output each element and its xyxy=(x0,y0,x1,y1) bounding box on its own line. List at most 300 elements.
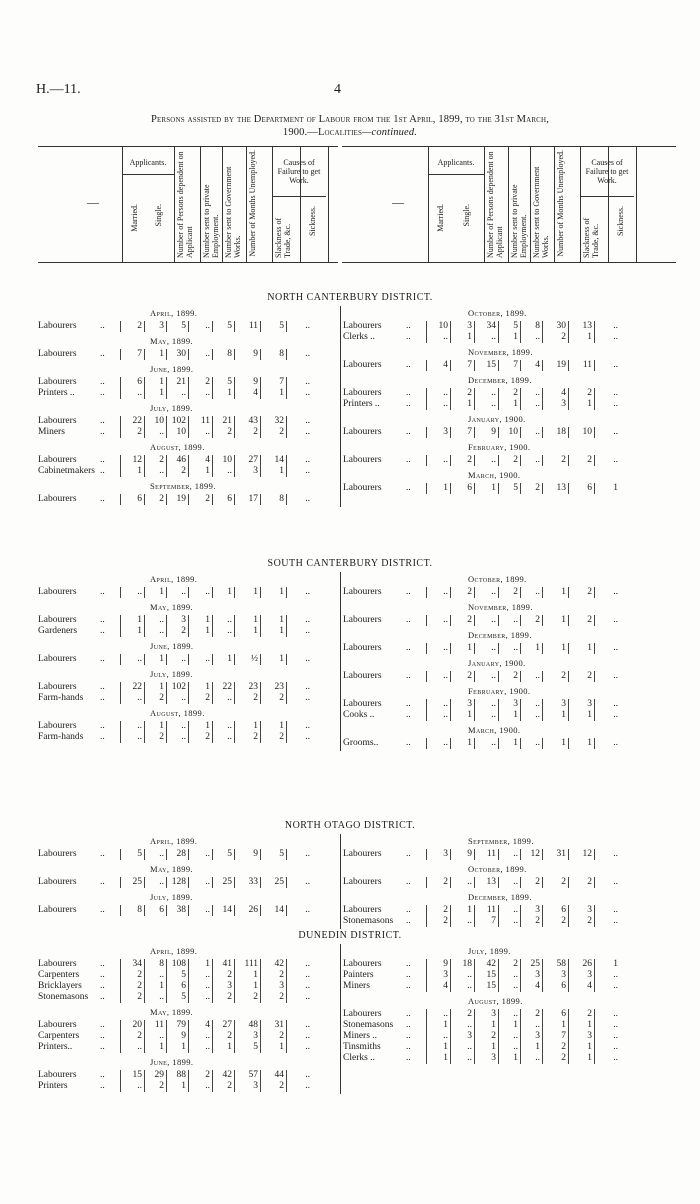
cell-separator xyxy=(144,992,145,1003)
value-cell: 23 xyxy=(274,682,284,692)
cell-separator xyxy=(166,1031,167,1042)
value-cell: 1 xyxy=(279,466,284,476)
value-cell: 1 xyxy=(181,1081,186,1091)
value-cell: .. xyxy=(513,905,518,915)
value-cell: .. xyxy=(305,626,310,636)
month-heading: August, 1899. xyxy=(468,996,523,1006)
months-header: Number of Months Unemployed. xyxy=(248,150,257,257)
value-cell: .. xyxy=(205,992,210,1002)
cell-separator xyxy=(542,643,543,654)
value-cell: .. xyxy=(535,388,540,398)
value-cell: 3 xyxy=(561,970,566,980)
value-cell: 15 xyxy=(132,1070,142,1080)
value-cell: 30 xyxy=(176,349,186,359)
table-row xyxy=(343,332,643,343)
value-cell: 2 xyxy=(587,671,592,681)
header-divider xyxy=(484,146,485,262)
value-cell: 1 xyxy=(205,615,210,625)
cell-separator xyxy=(234,377,235,388)
value-cell: 1 xyxy=(587,710,592,720)
leader-dots: .. xyxy=(406,905,411,915)
value-cell: 33 xyxy=(248,877,258,887)
cell-separator xyxy=(474,321,475,332)
cell-separator xyxy=(594,360,595,371)
cell-separator xyxy=(188,1081,189,1092)
occupation-label: Stonemasons xyxy=(38,992,89,1002)
leader-dots: .. xyxy=(406,877,411,887)
cell-separator xyxy=(450,959,451,970)
value-cell: 13 xyxy=(582,321,592,331)
cell-separator xyxy=(286,626,287,637)
cell-separator xyxy=(144,959,145,970)
header-divider xyxy=(554,146,555,262)
row-separator xyxy=(120,1042,121,1053)
causes-rule xyxy=(580,196,634,197)
cell-separator xyxy=(594,427,595,438)
occupation-label: Clerks .. xyxy=(343,1053,375,1063)
cell-separator xyxy=(542,388,543,399)
value-cell: 42 xyxy=(486,959,496,969)
value-cell: 1 xyxy=(253,970,258,980)
value-cell: 4 xyxy=(205,455,210,465)
value-cell: 2 xyxy=(535,615,540,625)
cell-separator xyxy=(594,738,595,749)
value-cell: 3 xyxy=(587,905,592,915)
cell-separator xyxy=(450,1053,451,1064)
value-cell: .. xyxy=(205,970,210,980)
value-cell: 2 xyxy=(137,970,142,980)
value-cell: .. xyxy=(443,587,448,597)
table-row xyxy=(343,1031,643,1042)
table-row xyxy=(38,615,338,626)
value-cell: 27 xyxy=(222,1020,232,1030)
value-cell: 1 xyxy=(205,626,210,636)
value-cell: 1 xyxy=(491,1042,496,1052)
cell-separator xyxy=(212,466,213,477)
cell-separator xyxy=(498,455,499,466)
month-heading: August, 1899. xyxy=(150,442,205,452)
title-line-1: Persons assisted by the Department of Labour from the 1st April, 1899, to the 31st March, xyxy=(151,114,549,125)
cell-separator xyxy=(450,332,451,343)
occupation-label: Labourers xyxy=(343,427,382,437)
cell-separator xyxy=(144,981,145,992)
leader-dots: .. xyxy=(100,416,105,426)
cell-separator xyxy=(498,671,499,682)
cell-separator xyxy=(166,1042,167,1053)
cell-separator xyxy=(542,427,543,438)
cell-separator xyxy=(594,710,595,721)
cell-separator xyxy=(188,693,189,704)
value-cell: 1 xyxy=(443,483,448,493)
value-cell: .. xyxy=(205,1031,210,1041)
cell-separator xyxy=(260,349,261,360)
value-cell: 2 xyxy=(279,693,284,703)
value-cell: 2 xyxy=(467,388,472,398)
occupation-label: Miners xyxy=(343,981,370,991)
leader-dots: .. xyxy=(406,483,411,493)
cell-separator xyxy=(234,1031,235,1042)
cell-separator xyxy=(188,615,189,626)
row-separator xyxy=(426,360,427,371)
cell-separator xyxy=(594,671,595,682)
cell-separator xyxy=(474,849,475,860)
cell-separator xyxy=(520,959,521,970)
value-cell: 1 xyxy=(253,721,258,731)
occupation-label: Printers xyxy=(38,1081,68,1091)
cell-separator xyxy=(144,682,145,693)
row-separator xyxy=(120,1031,121,1042)
value-cell: 5 xyxy=(137,849,142,859)
cell-separator xyxy=(234,959,235,970)
value-cell: 1 xyxy=(513,738,518,748)
cell-separator xyxy=(568,483,569,494)
cell-separator xyxy=(474,699,475,710)
cell-separator xyxy=(188,992,189,1003)
header-divider xyxy=(328,146,329,262)
value-cell: 1 xyxy=(159,587,164,597)
value-cell: 15 xyxy=(486,970,496,980)
table-row xyxy=(38,1020,338,1031)
table-row xyxy=(343,321,643,332)
cell-separator xyxy=(286,494,287,505)
cell-separator xyxy=(520,981,521,992)
value-cell: 1 xyxy=(561,643,566,653)
cell-separator xyxy=(234,981,235,992)
cell-separator xyxy=(594,959,595,970)
cell-separator xyxy=(450,699,451,710)
cell-separator xyxy=(188,388,189,399)
table-row xyxy=(38,587,338,598)
cell-separator xyxy=(234,1070,235,1081)
value-cell: 6 xyxy=(159,905,164,915)
value-cell: 18 xyxy=(556,427,566,437)
value-cell: .. xyxy=(467,1020,472,1030)
value-cell: .. xyxy=(513,615,518,625)
cell-separator xyxy=(474,738,475,749)
value-cell: .. xyxy=(443,455,448,465)
sickness-header: Sickness. xyxy=(308,206,317,236)
value-cell: 1 xyxy=(587,738,592,748)
cell-separator xyxy=(144,427,145,438)
cell-separator xyxy=(286,377,287,388)
value-cell: 3 xyxy=(561,399,566,409)
value-cell: 1 xyxy=(159,377,164,387)
table-row xyxy=(343,738,643,749)
value-cell: 32 xyxy=(274,416,284,426)
cell-separator xyxy=(212,981,213,992)
cell-separator xyxy=(474,1031,475,1042)
value-cell: 3 xyxy=(227,981,232,991)
cell-separator xyxy=(260,732,261,743)
month-heading: April, 1899. xyxy=(150,946,198,956)
cell-separator xyxy=(498,916,499,927)
row-separator xyxy=(120,321,121,332)
value-cell: 3 xyxy=(587,970,592,980)
month-heading: April, 1899. xyxy=(150,574,198,584)
cell-separator xyxy=(260,587,261,598)
cell-separator xyxy=(498,615,499,626)
value-cell: .. xyxy=(305,1031,310,1041)
cell-separator xyxy=(450,483,451,494)
cell-separator xyxy=(234,349,235,360)
cell-separator xyxy=(260,721,261,732)
value-cell: 2 xyxy=(467,587,472,597)
table-row xyxy=(38,349,338,360)
value-cell: 11 xyxy=(154,1020,164,1030)
value-cell: 111 xyxy=(244,959,258,969)
value-cell: 1 xyxy=(587,643,592,653)
row-separator xyxy=(426,710,427,721)
value-cell: 7 xyxy=(561,1031,566,1041)
applicants-header: Applicants. xyxy=(437,158,475,167)
leader-dots: .. xyxy=(100,494,105,504)
value-cell: .. xyxy=(205,905,210,915)
cell-separator xyxy=(234,494,235,505)
value-cell: 3 xyxy=(491,1009,496,1019)
cell-separator xyxy=(498,427,499,438)
value-cell: 13 xyxy=(556,483,566,493)
cell-separator xyxy=(212,494,213,505)
cell-separator xyxy=(286,615,287,626)
cell-separator xyxy=(594,1053,595,1064)
value-cell: 22 xyxy=(132,682,142,692)
value-cell: .. xyxy=(613,388,618,398)
center-divider xyxy=(340,944,341,1094)
value-cell: 1 xyxy=(159,682,164,692)
table-row xyxy=(38,654,338,665)
cell-separator xyxy=(542,699,543,710)
cell-separator xyxy=(498,981,499,992)
cell-separator xyxy=(498,643,499,654)
cell-separator xyxy=(188,1020,189,1031)
month-heading: May, 1899. xyxy=(150,864,194,874)
occupation-label: Labourers xyxy=(38,615,77,625)
value-cell: 2 xyxy=(227,1081,232,1091)
value-cell: .. xyxy=(613,1009,618,1019)
row-separator xyxy=(426,399,427,410)
cell-separator xyxy=(212,1070,213,1081)
cell-separator xyxy=(286,349,287,360)
leader-dots: .. xyxy=(100,587,105,597)
value-cell: 2 xyxy=(137,321,142,331)
row-separator xyxy=(426,643,427,654)
leader-dots: .. xyxy=(406,849,411,859)
value-cell: .. xyxy=(137,587,142,597)
value-cell: 31 xyxy=(556,849,566,859)
row-separator xyxy=(426,615,427,626)
cell-separator xyxy=(212,388,213,399)
row-separator xyxy=(120,877,121,888)
value-cell: .. xyxy=(305,587,310,597)
leader-dots: .. xyxy=(100,615,105,625)
value-cell: 2 xyxy=(205,377,210,387)
cell-separator xyxy=(568,981,569,992)
value-cell: .. xyxy=(181,732,186,742)
value-cell: .. xyxy=(613,1031,618,1041)
cell-separator xyxy=(450,643,451,654)
cell-separator xyxy=(542,1053,543,1064)
cell-separator xyxy=(260,849,261,860)
cell-separator xyxy=(474,1020,475,1031)
leader-dots: .. xyxy=(100,466,105,476)
leader-dots: .. xyxy=(100,388,105,398)
occupation-label: Painters xyxy=(343,970,374,980)
cell-separator xyxy=(520,710,521,721)
cell-separator xyxy=(542,1020,543,1031)
value-cell: .. xyxy=(181,388,186,398)
value-cell: 2 xyxy=(137,992,142,1002)
value-cell: 2 xyxy=(137,981,142,991)
value-cell: 7 xyxy=(513,360,518,370)
cell-separator xyxy=(260,693,261,704)
cell-separator xyxy=(286,721,287,732)
cell-separator xyxy=(188,970,189,981)
leader-dots: .. xyxy=(406,427,411,437)
value-cell: 102 xyxy=(171,682,186,692)
cell-separator xyxy=(474,1053,475,1064)
header-divider xyxy=(246,146,247,262)
value-cell: .. xyxy=(613,877,618,887)
cell-separator xyxy=(166,959,167,970)
value-cell: 4 xyxy=(587,981,592,991)
value-cell: 5 xyxy=(279,321,284,331)
cell-separator xyxy=(520,738,521,749)
value-cell: 1 xyxy=(561,710,566,720)
value-cell: 3 xyxy=(561,699,566,709)
table-row xyxy=(343,643,643,654)
cell-separator xyxy=(166,732,167,743)
value-cell: 1 xyxy=(159,349,164,359)
row-separator xyxy=(426,916,427,927)
month-heading: July, 1899. xyxy=(150,669,193,679)
value-cell: 1 xyxy=(227,1042,232,1052)
value-cell: 8 xyxy=(159,959,164,969)
value-cell: .. xyxy=(491,399,496,409)
value-cell: 5 xyxy=(181,321,186,331)
leader-dots: .. xyxy=(406,1031,411,1041)
value-cell: .. xyxy=(305,654,310,664)
cell-separator xyxy=(234,321,235,332)
value-cell: 2 xyxy=(513,455,518,465)
cell-separator xyxy=(212,654,213,665)
cell-separator xyxy=(144,455,145,466)
value-cell: .. xyxy=(613,455,618,465)
cell-separator xyxy=(188,626,189,637)
value-cell: .. xyxy=(305,466,310,476)
row-separator xyxy=(120,455,121,466)
cell-separator xyxy=(212,377,213,388)
value-cell: 10 xyxy=(176,427,186,437)
table-row xyxy=(38,905,338,916)
cell-separator xyxy=(234,654,235,665)
month-heading: May, 1899. xyxy=(150,336,194,346)
value-cell: 2 xyxy=(159,455,164,465)
value-cell: 6 xyxy=(137,377,142,387)
value-cell: 2 xyxy=(561,1053,566,1063)
cell-separator xyxy=(568,905,569,916)
value-cell: .. xyxy=(205,349,210,359)
cell-separator xyxy=(498,970,499,981)
value-cell: 2 xyxy=(561,671,566,681)
row-separator xyxy=(120,682,121,693)
row-separator xyxy=(120,377,121,388)
cell-separator xyxy=(144,388,145,399)
value-cell: .. xyxy=(159,466,164,476)
value-cell: 2 xyxy=(467,615,472,625)
cell-separator xyxy=(520,1031,521,1042)
cell-separator xyxy=(450,905,451,916)
value-cell: .. xyxy=(305,615,310,625)
row-separator xyxy=(426,427,427,438)
leader-dots: .. xyxy=(406,1020,411,1030)
cell-separator xyxy=(212,992,213,1003)
row-separator xyxy=(120,466,121,477)
cell-separator xyxy=(286,1020,287,1031)
value-cell: 19 xyxy=(556,360,566,370)
value-cell: .. xyxy=(513,981,518,991)
row-separator xyxy=(120,849,121,860)
cell-separator xyxy=(498,738,499,749)
cell-separator xyxy=(498,1009,499,1020)
value-cell: 1 xyxy=(587,1020,592,1030)
cell-separator xyxy=(542,959,543,970)
table-row xyxy=(38,693,338,704)
occupation-label: Carpenters xyxy=(38,1031,80,1041)
cell-separator xyxy=(212,877,213,888)
district-title: DUNEDIN DISTRICT. xyxy=(298,930,402,941)
cell-separator xyxy=(260,1020,261,1031)
value-cell: 1 xyxy=(181,1042,186,1052)
row-separator xyxy=(120,981,121,992)
single-header: Single. xyxy=(462,204,471,227)
causes-rule xyxy=(272,196,326,197)
value-cell: 3 xyxy=(587,699,592,709)
value-cell: .. xyxy=(513,849,518,859)
cell-separator xyxy=(234,1081,235,1092)
cell-separator xyxy=(166,587,167,598)
cell-separator xyxy=(144,587,145,598)
occupation-label: Labourers xyxy=(343,388,382,398)
cell-separator xyxy=(144,416,145,427)
applicants-rule xyxy=(428,174,484,175)
cell-separator xyxy=(260,455,261,466)
sickness-header: Sickness. xyxy=(616,206,625,236)
value-cell: .. xyxy=(159,992,164,1002)
value-cell: 2 xyxy=(513,587,518,597)
value-cell: 2 xyxy=(561,916,566,926)
cell-separator xyxy=(498,1042,499,1053)
value-cell: .. xyxy=(137,693,142,703)
cell-separator xyxy=(568,671,569,682)
value-cell: 2 xyxy=(587,615,592,625)
center-divider xyxy=(340,306,341,507)
cell-separator xyxy=(166,721,167,732)
row-separator xyxy=(426,699,427,710)
cell-separator xyxy=(474,388,475,399)
government-header: Number sent to Government Works. xyxy=(224,166,242,258)
table-row xyxy=(343,916,643,927)
cell-separator xyxy=(594,643,595,654)
value-cell: 1 xyxy=(587,1053,592,1063)
cell-separator xyxy=(286,849,287,860)
value-cell: 1 xyxy=(467,710,472,720)
leader-dots: .. xyxy=(100,1031,105,1041)
value-cell: 1 xyxy=(159,388,164,398)
value-cell: .. xyxy=(305,388,310,398)
cell-separator xyxy=(542,455,543,466)
cell-separator xyxy=(498,332,499,343)
value-cell: 11 xyxy=(486,905,496,915)
